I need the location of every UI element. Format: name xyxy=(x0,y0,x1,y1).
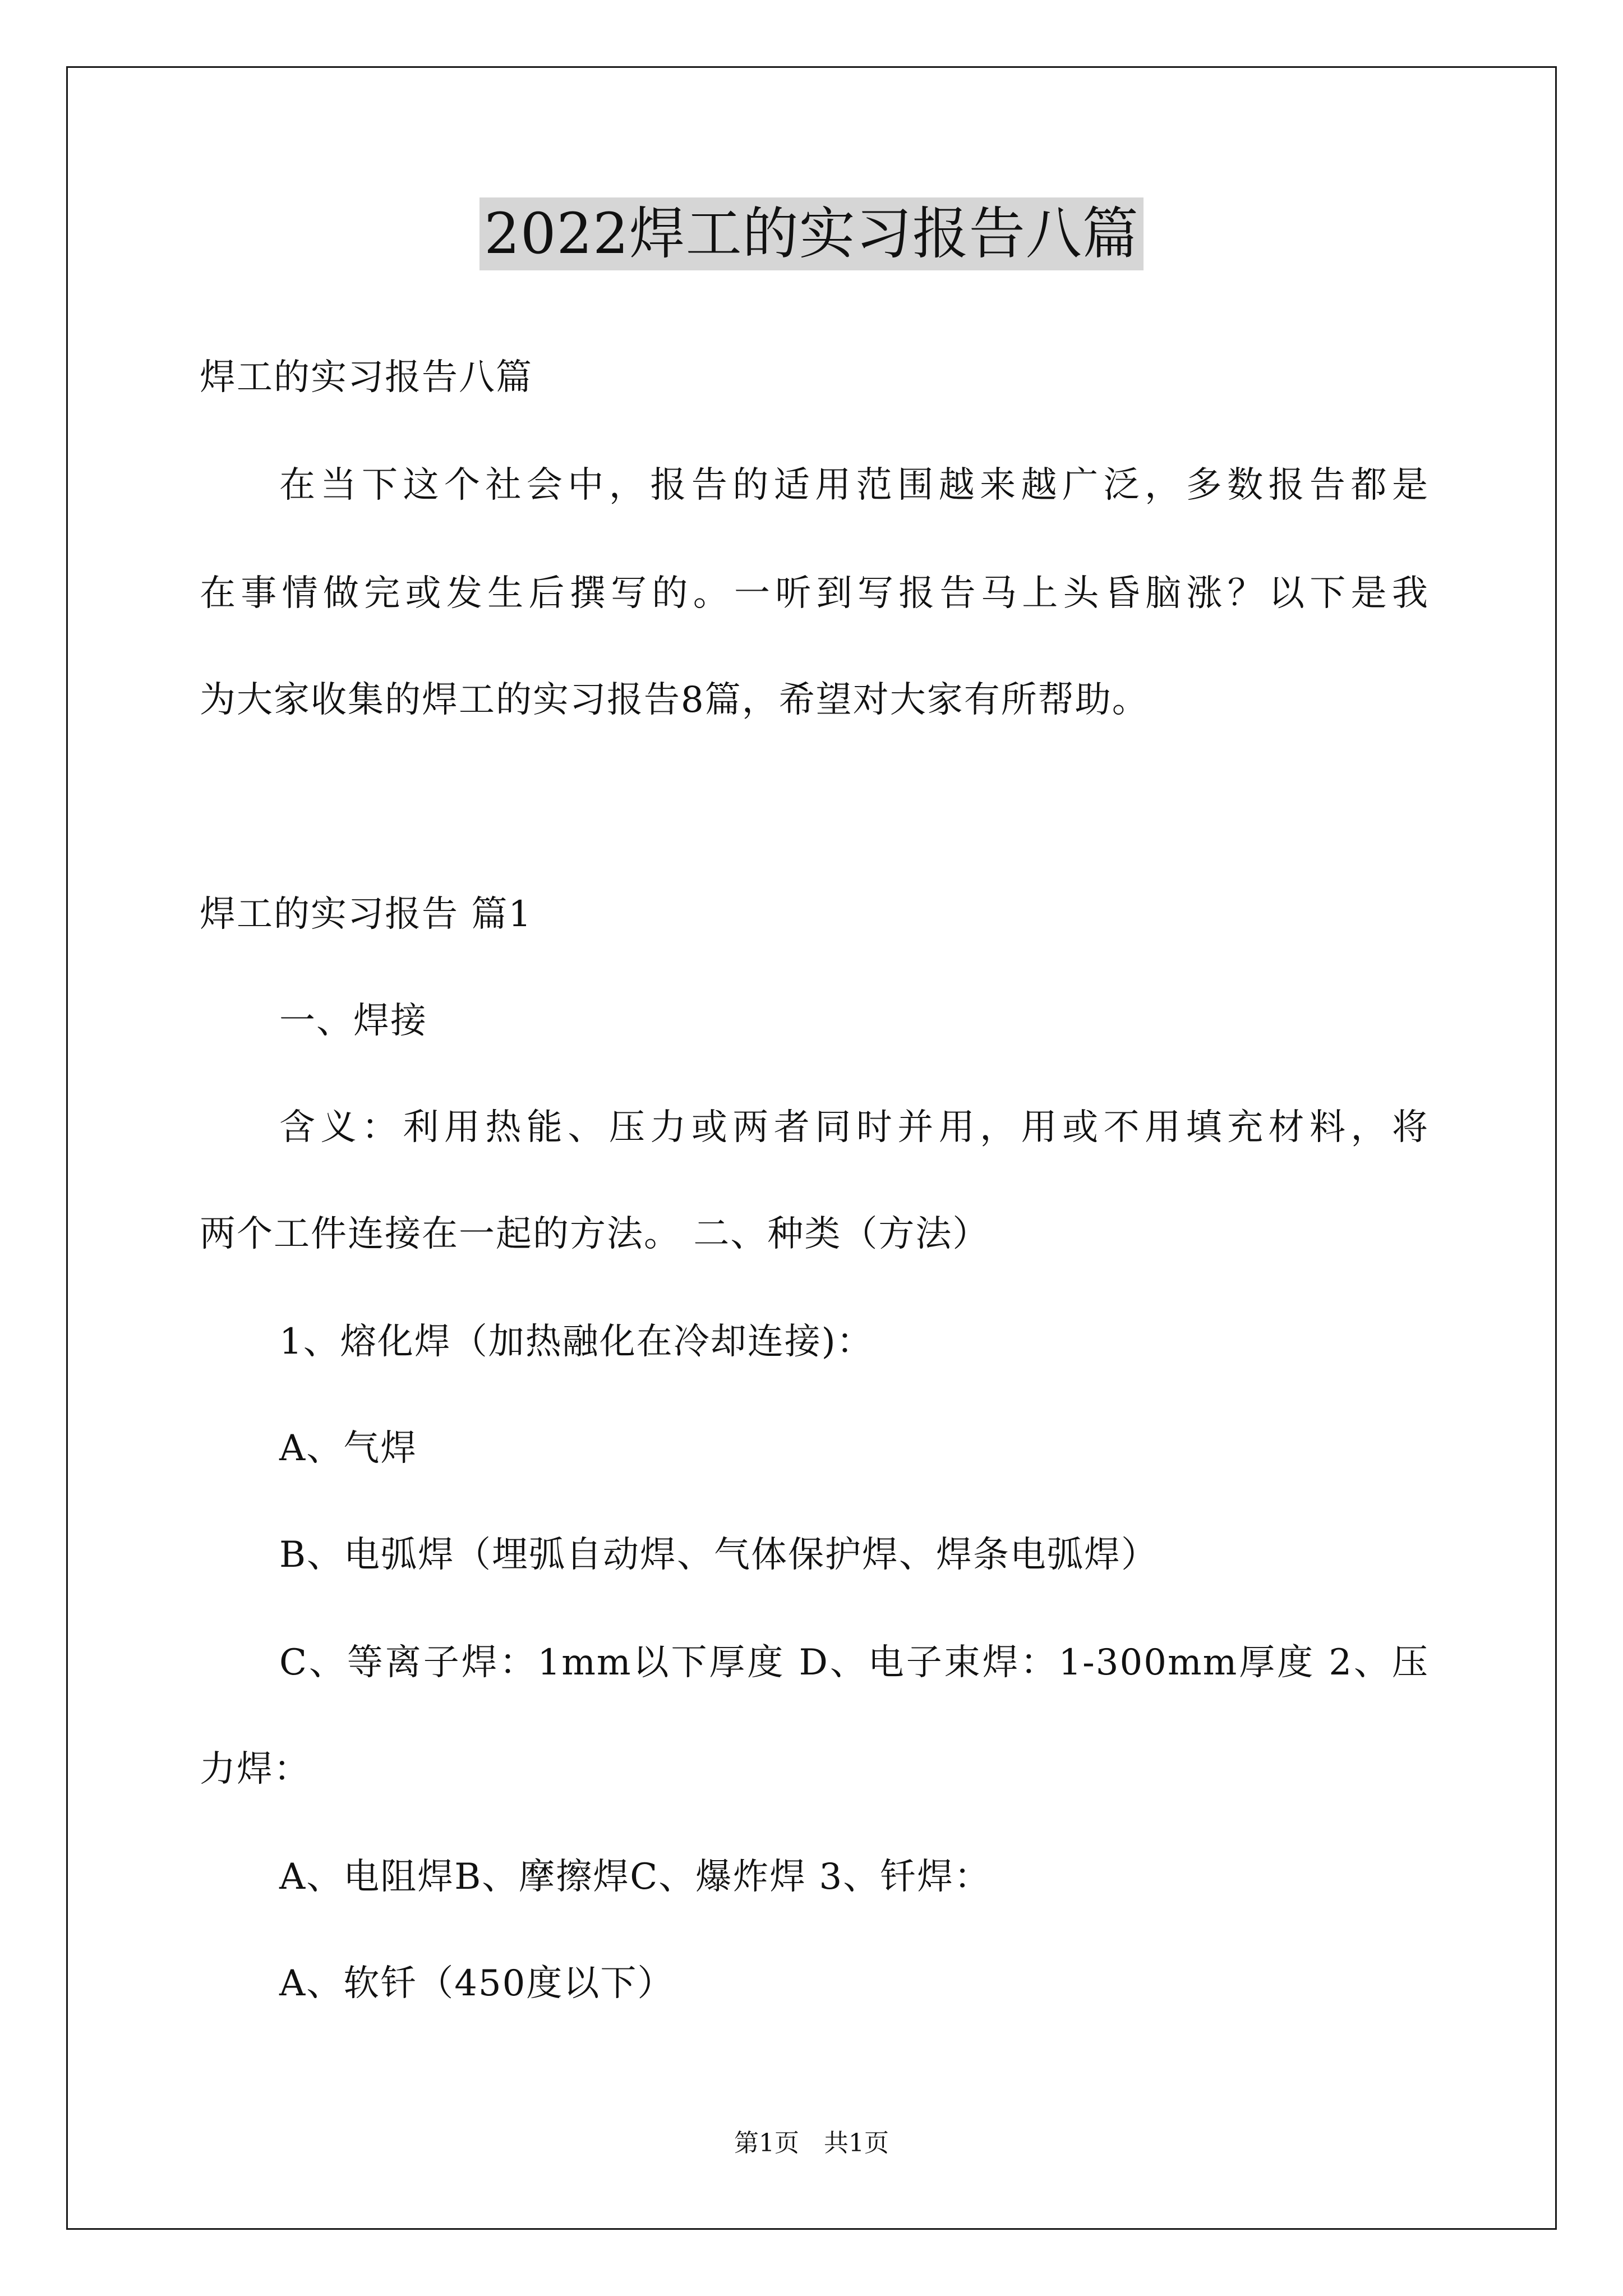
arc-welding-item: B、电弧焊（埋弧自动焊、气体保护焊、焊条电弧焊） xyxy=(279,1534,1159,1576)
section-heading: 焊工的实习报告 篇1 xyxy=(200,894,533,935)
document-subtitle: 焊工的实习报告八篇 xyxy=(200,357,533,398)
plasma-welding-line-1: C、等离子焊：1mm以下厚度 D、电子束焊：1-300mm厚度 2、压 xyxy=(279,1642,1429,1683)
section-item-welding: 一、焊接 xyxy=(279,1000,427,1042)
intro-paragraph-line-1: 在当下这个社会中，报告的适用范围越来越广泛，多数报告都是 xyxy=(279,464,1429,506)
fusion-welding-item: 1、熔化焊（加热融化在冷却连接)： xyxy=(279,1321,874,1363)
pressure-welding-item: A、电阻焊B、摩擦焊C、爆炸焊 3、钎焊： xyxy=(279,1856,992,1898)
intro-paragraph-line-2: 在事情做完或发生后撰写的。一听到写报告马上头昏脑涨？以下是我 xyxy=(200,573,1429,614)
title-container xyxy=(0,197,1623,270)
intro-paragraph-line-3: 为大家收集的焊工的实习报告8篇，希望对大家有所帮助。 xyxy=(200,679,1149,721)
definition-line-1: 含义：利用热能、压力或两者同时并用，用或不用填充材料，将 xyxy=(279,1107,1429,1148)
page-footer: 第1页 共1页 xyxy=(734,2129,889,2157)
document-title: 2022焊工的实习报告八篇 xyxy=(479,197,1144,270)
soft-soldering-item: A、软钎（450度以下） xyxy=(279,1963,675,2004)
gas-welding-item: A、气焊 xyxy=(279,1428,418,1469)
plasma-welding-line-2: 力焊： xyxy=(200,1749,311,1790)
definition-line-2: 两个工件连接在一起的方法。 二、种类（方法） xyxy=(200,1213,990,1255)
